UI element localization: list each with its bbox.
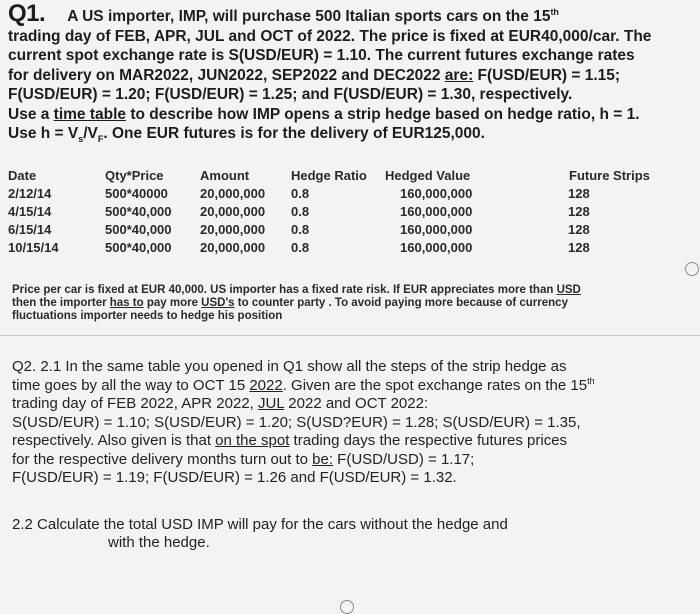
q2-line-2: time goes by all the way to OCT 15 2022. Given are the spot exchange rates on the 15th — [12, 375, 595, 394]
q22-line-1: 2.2 Calculate the total USD IMP will pay for the cars without the hedge and — [12, 516, 508, 533]
table-row: 4/15/14 500*40,000 20,000,000 0.8 160,000,000 128 — [8, 204, 590, 219]
q1-number: Q1. — [8, 0, 46, 27]
q1-line-5: F(USD/EUR) = 1.20; F(USD/EUR) = 1.25; and F(USD/EUR) = 1.30, respectively. — [8, 86, 573, 103]
q1-line-1: Q1. A US importer, IMP, will purchase 500 Italian sports cars on the 15th — [8, 0, 559, 27]
header-future-strips: Future Strips — [569, 168, 650, 183]
q22-line-2: with the hedge. — [108, 534, 210, 551]
question-2-1 — [12, 358, 692, 488]
q2-line-6: for the respective delivery months turn out to be: F(USD/USD) = 1.17; — [12, 450, 475, 468]
q1-line-7: Use $h = V_s/V_F$. One EUR futures is for the delivery of EUR125,000. — [8, 125, 485, 145]
header-hedge-ratio: Hedge Ratio — [291, 168, 367, 183]
q2-line-4: S(USD/EUR) = 1.10; S(USD/EUR) = 1.20; S(USD?EUR) = 1.28; S(USD/EUR) = 1.35, — [12, 413, 581, 431]
table-header-row — [8, 168, 694, 186]
table-row: 10/15/14 500*40,000 20,000,000 0.8 160,000,000 128 — [8, 240, 590, 255]
note-line-2: then the importer has to pay more USD's to counter party . To avoid paying more because of currency — [12, 297, 568, 309]
hedge-time-table — [8, 168, 694, 258]
q1-line-3: current spot exchange rate is S(USD/EUR) = 1.10. The current futures exchange rates — [8, 47, 635, 64]
q2-line-1: Q2. 2.1 In the same table you opened in Q1 show all the steps of the strip hedge as — [12, 358, 567, 375]
divider — [0, 335, 700, 336]
note-line-3: fluctuations importer needs to hedge his position — [12, 310, 283, 322]
header-date: Date — [8, 168, 37, 183]
q2-line-7: F(USD/EUR) = 1.19; F(USD/EUR) = 1.26 and F(USD/EUR) = 1.32. — [12, 469, 457, 486]
header-amount: Amount — [200, 168, 250, 183]
q2-line-5: respectively. Also given is that on the spot trading days the respective futures prices — [12, 432, 568, 449]
q1-line-4: for delivery on MAR2022, JUN2022, SEP2022 and DEC2022 are: F(USD/EUR) = 1.15; — [8, 66, 621, 84]
question-1 — [8, 0, 694, 145]
answer-note — [12, 284, 692, 323]
q2-line-3: trading day of FEB 2022, APR 2022, JUL 2022 and OCT 2022: — [12, 395, 429, 412]
q1-line-6: Use a time table to describe how IMP opens a strip hedge based on hedge ratio, h = 1. — [8, 105, 640, 123]
table-row: 2/12/14 500*40000 20,000,000 0.8 160,000,000 128 — [8, 186, 590, 201]
selection-handle-right[interactable] — [685, 262, 699, 276]
q1-line-2: trading day of FEB, APR, JUL and OCT of 2022. The price is fixed at EUR40,000/car. The — [8, 27, 652, 45]
header-hedged-value: Hedged Value — [385, 168, 471, 183]
table-row: 6/15/14 500*40,000 20,000,000 0.8 160,000,000 128 — [8, 222, 590, 237]
header-qty-price: Qty*Price — [105, 168, 164, 183]
question-2-2 — [12, 516, 692, 552]
note-line-1: Price per car is fixed at EUR 40,000. US importer has a fixed rate risk. If EUR appreciates more than USD — [12, 284, 581, 296]
